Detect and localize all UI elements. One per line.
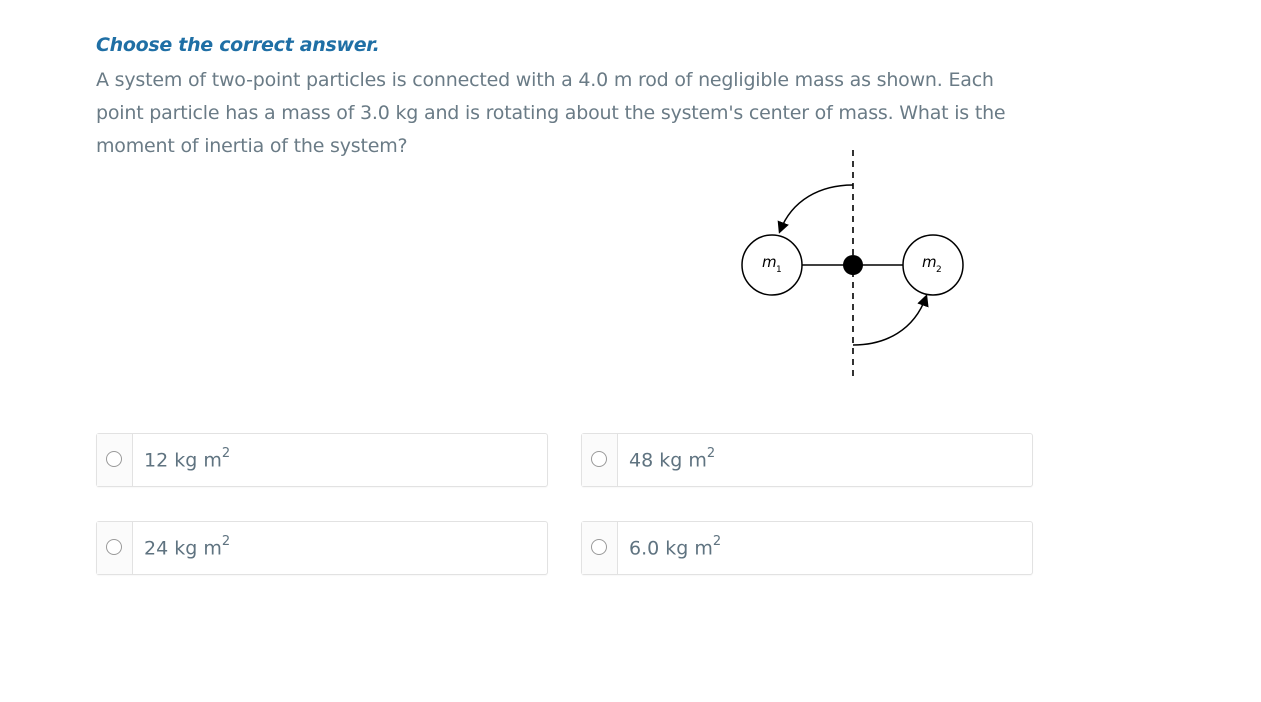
mass-2-label: m bbox=[922, 253, 937, 271]
question-text: A system of two-point particles is connected with a 4.0 m rod of negligible mass as shown. Each point particle has a mass of 3.0 kg and is rotating about the system's center of mass. What is the moment of inertia of the system? bbox=[96, 69, 1006, 157]
radio-button[interactable] bbox=[591, 539, 607, 555]
rotation-diagram bbox=[730, 145, 980, 385]
radio-cell bbox=[97, 522, 133, 574]
radio-cell bbox=[582, 434, 618, 486]
radio-button[interactable] bbox=[106, 451, 122, 467]
answer-choice-4[interactable] bbox=[581, 521, 1033, 575]
radio-button[interactable] bbox=[106, 539, 122, 555]
answer-label: 6.0 kg $m^2$ bbox=[629, 534, 722, 560]
answer-label: 48 kg $m^2$ bbox=[629, 446, 716, 472]
instruction-text: Choose the correct answer. bbox=[96, 34, 380, 56]
answer-label: 12 kg $m^2$ bbox=[144, 446, 231, 472]
rotation-arrow-top bbox=[780, 185, 853, 231]
mass-2-subscript: 2 bbox=[936, 265, 942, 275]
answer-choice-1[interactable] bbox=[96, 433, 548, 487]
radio-button[interactable] bbox=[591, 451, 607, 467]
answer-choice-3[interactable] bbox=[96, 521, 548, 575]
radio-cell bbox=[97, 434, 133, 486]
rotation-arrow-bottom bbox=[853, 297, 926, 345]
answer-choice-2[interactable] bbox=[581, 433, 1033, 487]
center-of-mass bbox=[843, 255, 863, 275]
mass-1-label: m bbox=[762, 253, 777, 271]
mass-1-subscript: 1 bbox=[776, 265, 782, 275]
answer-label: 24 kg $m^2$ bbox=[144, 534, 231, 560]
radio-cell bbox=[582, 522, 618, 574]
